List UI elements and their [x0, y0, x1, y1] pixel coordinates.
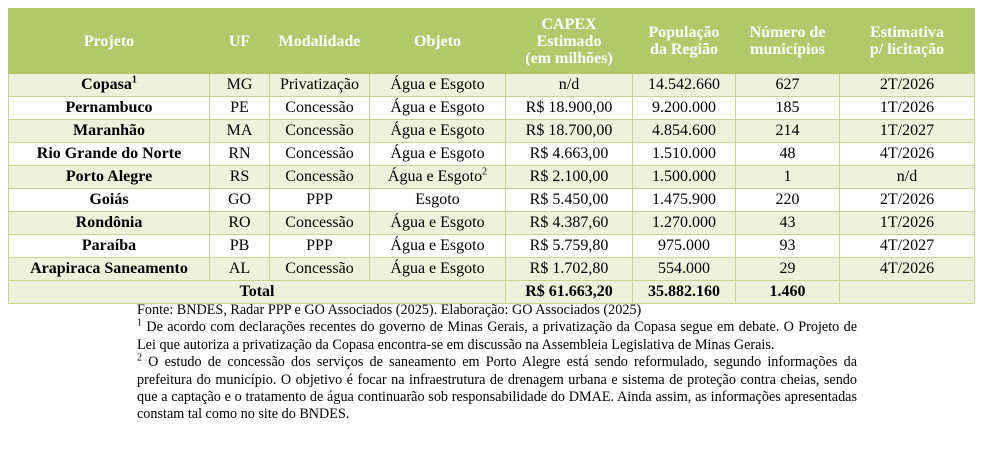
cell-uf: PB: [210, 235, 270, 258]
cell-uf: GO: [210, 189, 270, 212]
cell-municipios: 29: [736, 258, 840, 281]
cell-uf: PE: [210, 97, 270, 120]
cell-uf: RS: [210, 166, 270, 189]
cell-projeto: Porto Alegre: [9, 166, 210, 189]
table-row: [9, 212, 975, 235]
header-objeto: Objeto: [370, 9, 506, 74]
cell-populacao: 1.500.000: [633, 166, 736, 189]
footnote-1-mark: 1: [137, 317, 142, 329]
cell-municipios: 220: [736, 189, 840, 212]
cell-projeto: Goiás: [9, 189, 210, 212]
footnote-ref: 1: [131, 74, 137, 86]
cell-uf: MA: [210, 120, 270, 143]
cell-uf: RN: [210, 143, 270, 166]
cell-capex: R$ 1.702,80: [506, 258, 633, 281]
total-row: [9, 281, 975, 304]
cell-objeto: Água e Esgoto: [370, 120, 506, 143]
cell-modalidade: Concessão: [270, 212, 370, 235]
header-uf: UF: [210, 9, 270, 74]
cell-projeto: Rio Grande do Norte: [9, 143, 210, 166]
table-row: [9, 235, 975, 258]
cell-uf: AL: [210, 258, 270, 281]
cell-projeto: Arapiraca Saneamento: [9, 258, 210, 281]
cell-modalidade: Concessão: [270, 258, 370, 281]
cell-municipios: 93: [736, 235, 840, 258]
cell-projeto: Copasa$^1$: [9, 74, 210, 97]
header-row: [9, 9, 975, 74]
cell-municipios: 43: [736, 212, 840, 235]
footnote-1-text: De acordo com declarações recentes do governo de Minas Gerais, a privatização da Copasa segue em debate. O Projeto de Lei que autoriza a privatização da Copasa encontra-se em discussão na Assembleia Legislativa de Minas Gerais.: [137, 319, 857, 353]
cell-objeto: Água e Esgoto: [370, 97, 506, 120]
cell-objeto: Água e Esgoto: [370, 235, 506, 258]
cell-populacao: 554.000: [633, 258, 736, 281]
cell-objeto: Água e Esgoto: [370, 258, 506, 281]
cell-objeto: Água e Esgoto: [370, 212, 506, 235]
table-container: [8, 8, 974, 304]
cell-municipios: 185: [736, 97, 840, 120]
cell-municipios: 214: [736, 120, 840, 143]
source-note: Fonte: BNDES, Radar PPP e GO Associados (2025). Elaboração: GO Associados (2025): [137, 302, 642, 318]
cell-uf: MG: [210, 74, 270, 97]
header-projeto: Projeto: [9, 9, 210, 74]
header-capex: CAPEX Estimado (em milhões): [506, 9, 633, 74]
cell-populacao: 1.270.000: [633, 212, 736, 235]
cell-objeto: Água e Esgoto: [370, 74, 506, 97]
table-body: [9, 74, 975, 281]
cell-populacao: 4.854.600: [633, 120, 736, 143]
cell-modalidade: Concessão: [270, 143, 370, 166]
cell-populacao: 1.510.000: [633, 143, 736, 166]
cell-projeto: Rondônia: [9, 212, 210, 235]
header-modalidade: Modalidade: [270, 9, 370, 74]
header-municipios: Número de municípios: [736, 9, 840, 74]
cell-estimativa: 4T/2026: [840, 143, 975, 166]
cell-estimativa: 4T/2027: [840, 235, 975, 258]
table-row: [9, 166, 975, 189]
cell-municipios: 627: [736, 74, 840, 97]
cell-modalidade: PPP: [270, 189, 370, 212]
cell-capex: R$ 2.100,00: [506, 166, 633, 189]
cell-estimativa: 2T/2026: [840, 74, 975, 97]
table-row: [9, 120, 975, 143]
table-row: [9, 189, 975, 212]
cell-estimativa: 1T/2026: [840, 212, 975, 235]
cell-projeto: Paraíba: [9, 235, 210, 258]
cell-modalidade: PPP: [270, 235, 370, 258]
cell-municipios: 1: [736, 166, 840, 189]
table-row: [9, 74, 975, 97]
footnote-1: [137, 319, 857, 354]
cell-modalidade: Concessão: [270, 166, 370, 189]
cell-modalidade: Concessão: [270, 120, 370, 143]
footnote-2-text: O estudo de concessão dos serviços de saneamento em Porto Alegre está sendo reformulado, segundo informações da prefeitura do município. O objetivo é focar na infraestrutura de drenagem urbana e sistema de proteção contra cheias, sendo que a captação e o tratamento de água continuarão sob responsabilidade do DMAE. Ainda assim, as informações apresentadas constam tal como no site do BNDES.: [137, 354, 857, 423]
cell-capex: R$ 4.387,60: [506, 212, 633, 235]
cell-estimativa: 1T/2026: [840, 97, 975, 120]
table-row: [9, 258, 975, 281]
cell-municipios: 48: [736, 143, 840, 166]
footnote-ref: 2: [482, 166, 488, 178]
table-row: [9, 97, 975, 120]
cell-populacao: 9.200.000: [633, 97, 736, 120]
footnote-2-mark: 2: [137, 352, 142, 364]
cell-estimativa: n/d: [840, 166, 975, 189]
cell-projeto: Pernambuco: [9, 97, 210, 120]
cell-capex: R$ 4.663,00: [506, 143, 633, 166]
total-capex: R$ 61.663,20: [506, 281, 633, 304]
total-label: Total: [9, 281, 506, 304]
cell-populacao: 14.542.660: [633, 74, 736, 97]
cell-capex: R$ 5.759,80: [506, 235, 633, 258]
cell-estimativa: 1T/2027: [840, 120, 975, 143]
cell-estimativa: 4T/2026: [840, 258, 975, 281]
cell-populacao: 975.000: [633, 235, 736, 258]
cell-capex: R$ 18.700,00: [506, 120, 633, 143]
footnote-2: [137, 354, 857, 424]
cell-modalidade: Privatização: [270, 74, 370, 97]
cell-capex: n/d: [506, 74, 633, 97]
total-municipios: 1.460: [736, 281, 840, 304]
cell-modalidade: Concessão: [270, 97, 370, 120]
header-populacao: População da Região: [633, 9, 736, 74]
cell-objeto: Água e Esgoto: [370, 143, 506, 166]
total-estimativa: [840, 281, 975, 304]
table-row: [9, 143, 975, 166]
table-notes: [137, 302, 857, 424]
projects-table: [8, 8, 975, 304]
cell-estimativa: 2T/2026: [840, 189, 975, 212]
total-populacao: 35.882.160: [633, 281, 736, 304]
cell-uf: RO: [210, 212, 270, 235]
cell-objeto: Água e Esgoto$^2$: [370, 166, 506, 189]
cell-projeto: Maranhão: [9, 120, 210, 143]
cell-populacao: 1.475.900: [633, 189, 736, 212]
cell-objeto: Esgoto: [370, 189, 506, 212]
header-estimativa: Estimativa p/ licitação: [840, 9, 975, 74]
cell-capex: R$ 18.900,00: [506, 97, 633, 120]
cell-capex: R$ 5.450,00: [506, 189, 633, 212]
